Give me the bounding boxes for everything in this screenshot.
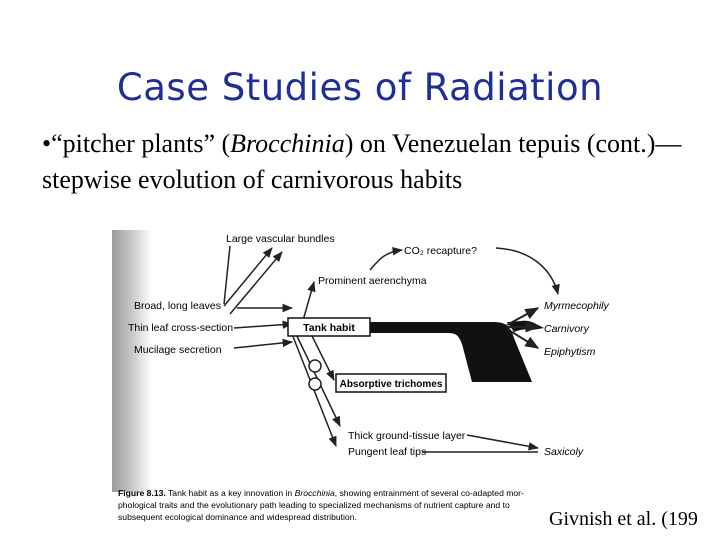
slide-title: Case Studies of Radiation bbox=[116, 66, 604, 109]
arrow-aerenchyma-to-co2 bbox=[370, 250, 402, 270]
caption-line1-b: , showing entrainment of several co-adapted mor- bbox=[334, 488, 524, 498]
arrow-leaves-up bbox=[230, 252, 282, 314]
bullet-text bbox=[42, 126, 702, 198]
bullet-part-2: ) on Venezuelan tepuis (cont.)—stepwise evolution of carnivorous habits bbox=[42, 129, 682, 194]
arrow-co2-to-myrmecophily bbox=[496, 248, 558, 294]
bullet-genus-italic: Brocchinia bbox=[230, 129, 345, 158]
myrmecophily-label: Myrmecophily bbox=[544, 300, 609, 312]
absorptive-trichomes-label: Absorptive trichomes bbox=[339, 379, 443, 390]
tank-habit-branch bbox=[344, 322, 532, 382]
tank-habit-label: Tank habit bbox=[303, 322, 355, 334]
bullet-part-1: “pitcher plants” ( bbox=[51, 129, 231, 158]
scan-edge-shadow bbox=[112, 230, 152, 492]
arrow-to-large-vascular-bundles bbox=[224, 248, 272, 306]
figure-caption-line-3: subsequent ecological dominance and widespread distribution. bbox=[118, 512, 357, 522]
arrow-mucilage bbox=[234, 342, 292, 348]
evolution-diagram bbox=[112, 230, 668, 530]
prominent-aerenchyma-label: Prominent aerenchyma bbox=[318, 275, 427, 287]
caption-line1-italic: Brocchinia bbox=[294, 488, 335, 498]
citation: Givnish et al. (199 bbox=[549, 508, 698, 530]
node-circle-1 bbox=[309, 360, 321, 372]
figure-caption-line-2: phological traits and the evolutionary path leading to specialized mechanisms of nutrient capture and to bbox=[118, 500, 510, 510]
pungent-leaf-tips-label: Pungent leaf tips bbox=[348, 446, 427, 458]
node-circle-2 bbox=[309, 378, 321, 390]
large-vascular-bundles-label: Large vascular bundles bbox=[226, 233, 335, 245]
caption-figure-label: Figure 8.13. bbox=[118, 488, 166, 498]
evolution-figure bbox=[112, 230, 668, 530]
carnivory-label: Carnivory bbox=[544, 323, 589, 335]
saxicoly-label: Saxicoly bbox=[544, 446, 584, 458]
co2-recapture-label: CO₂ recapture? bbox=[404, 245, 477, 257]
thin-leaf-cross-section-label: Thin leaf cross-section bbox=[128, 322, 234, 334]
mucilage-secretion-label: Mucilage secretion bbox=[134, 344, 222, 356]
arrow-thin-cross-section bbox=[234, 324, 292, 328]
broad-long-leaves-label: Broad, long leaves bbox=[134, 300, 221, 312]
arrow-to-saxicoly bbox=[467, 435, 538, 448]
epiphytism-label: Epiphytism bbox=[544, 346, 596, 358]
thick-ground-tissue-label: Thick ground-tissue layer bbox=[348, 430, 466, 442]
bullet-marker: • bbox=[42, 129, 52, 158]
caption-line1-a: Tank habit as a key innovation in bbox=[165, 488, 295, 498]
figure-caption-line-1 bbox=[118, 488, 524, 498]
link-vascular-to-leaves bbox=[224, 246, 230, 304]
